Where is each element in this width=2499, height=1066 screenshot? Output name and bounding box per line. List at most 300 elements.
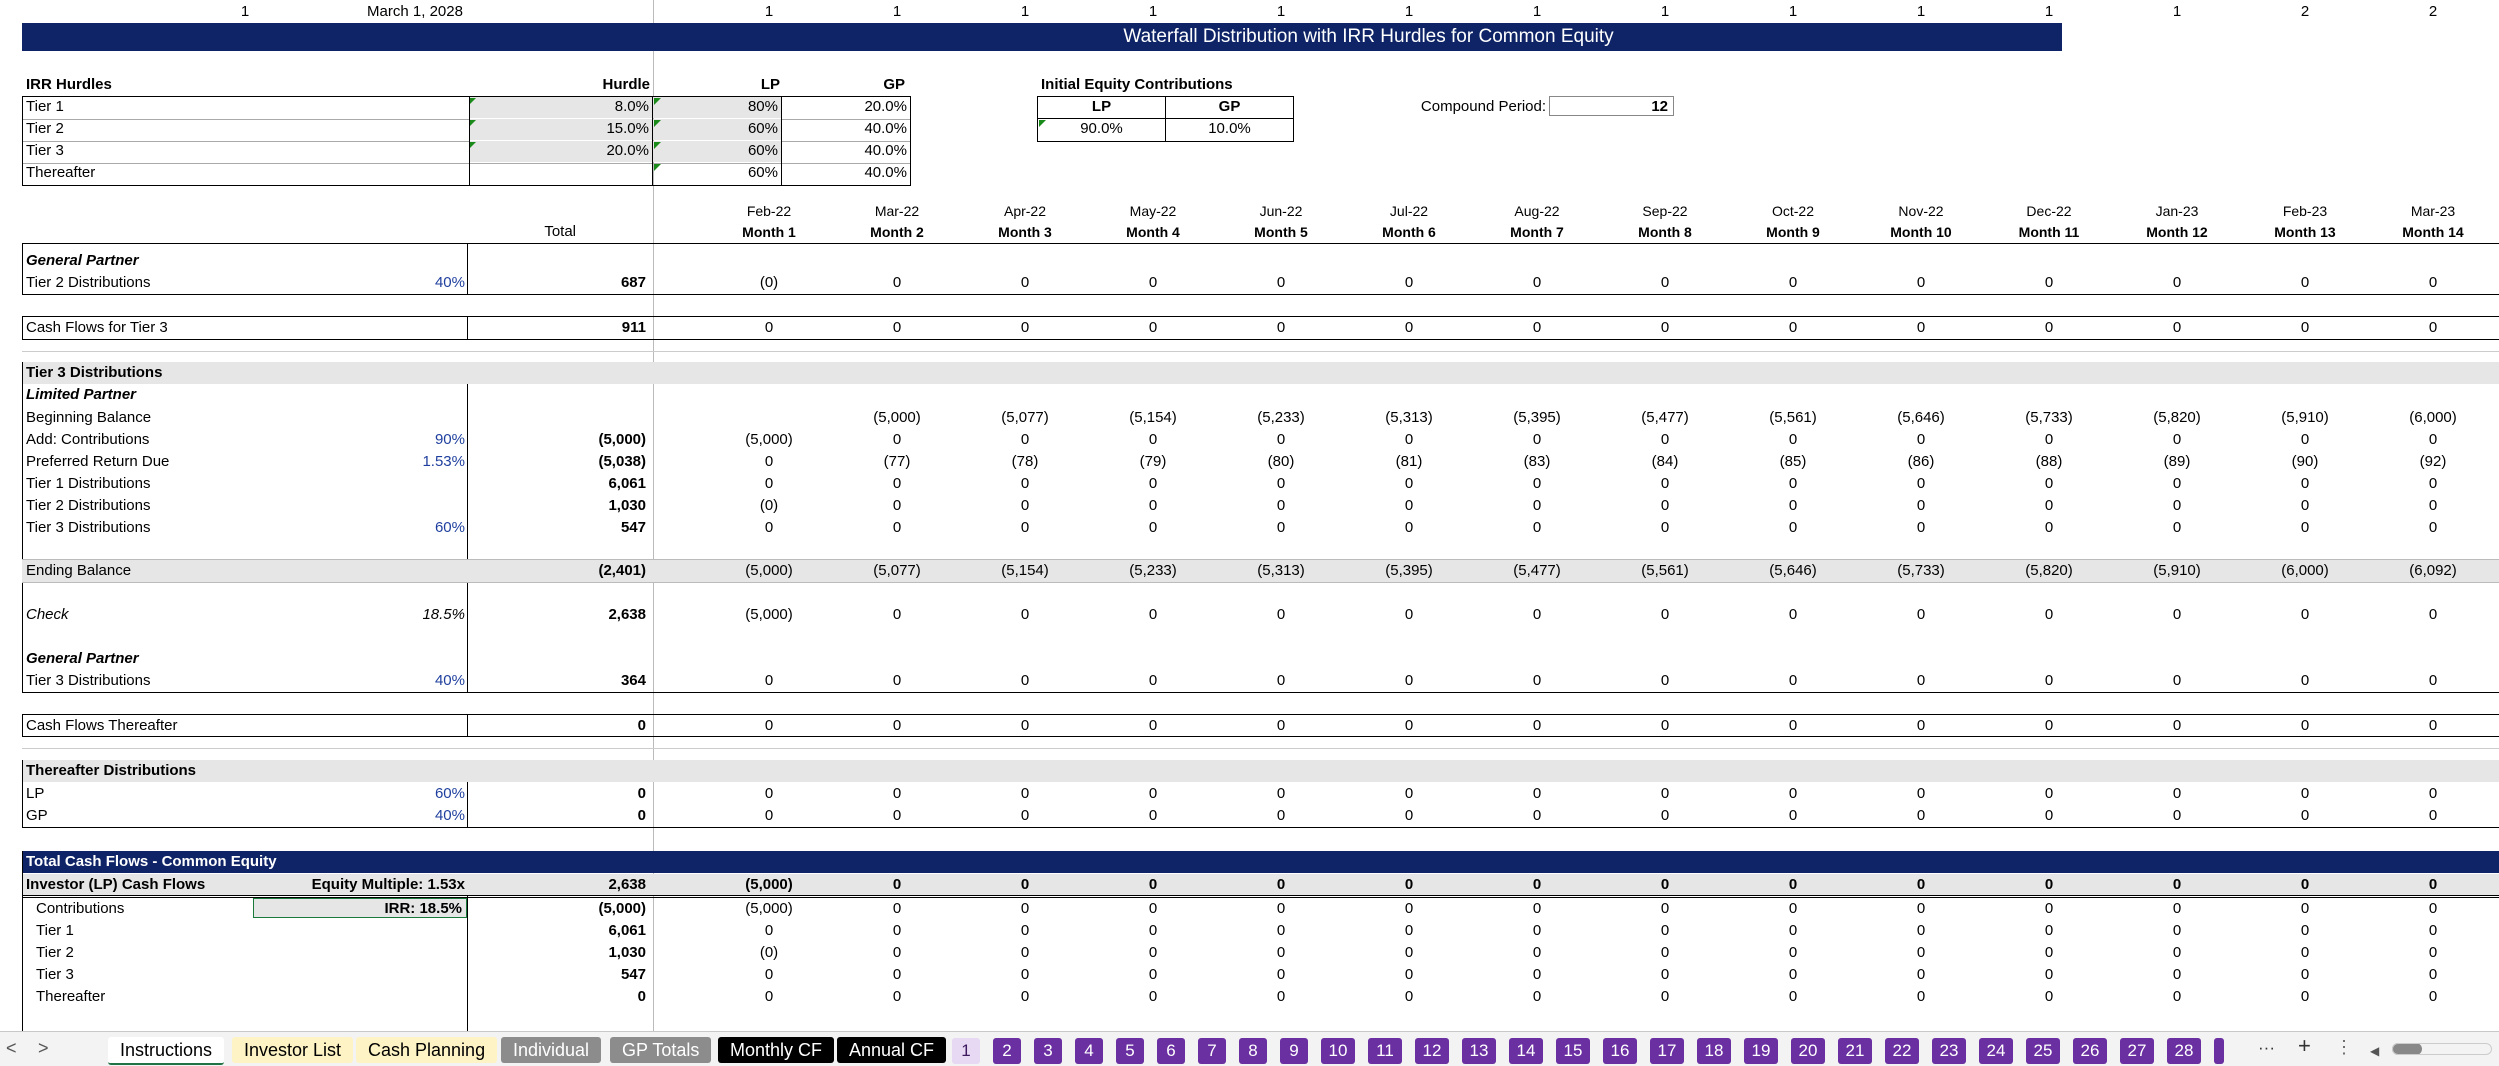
month-value[interactable]: 0 <box>1020 944 1030 961</box>
month-value[interactable]: (5,233) <box>1257 409 1305 426</box>
month-value[interactable]: (5,000) <box>873 409 921 426</box>
month-value[interactable]: 0 <box>1148 606 1158 623</box>
month-value[interactable]: 0 <box>892 475 902 492</box>
hurdle-lp-share[interactable]: 60% <box>653 141 781 162</box>
month-value[interactable]: (5,646) <box>1769 562 1817 579</box>
month-value[interactable]: 0 <box>2044 785 2054 802</box>
month-value[interactable]: 0 <box>1916 876 1926 893</box>
month-value[interactable]: 0 <box>1404 988 1414 1005</box>
month-value[interactable]: 0 <box>2428 319 2438 336</box>
month-value[interactable]: 0 <box>1532 966 1542 983</box>
month-value[interactable]: 0 <box>1020 672 1030 689</box>
month-value[interactable]: 0 <box>2172 497 2182 514</box>
month-value[interactable]: 0 <box>892 519 902 536</box>
month-value[interactable]: 0 <box>1020 922 1030 939</box>
month-value[interactable]: 0 <box>2300 606 2310 623</box>
month-value[interactable]: 0 <box>1916 785 1926 802</box>
month-value[interactable]: 0 <box>1916 431 1926 448</box>
month-value[interactable]: 0 <box>1788 988 1798 1005</box>
month-value[interactable]: 0 <box>2172 319 2182 336</box>
month-value[interactable]: 0 <box>892 944 902 961</box>
month-value[interactable]: 0 <box>1916 922 1926 939</box>
month-value[interactable]: 0 <box>1660 519 1670 536</box>
month-value[interactable]: 0 <box>1788 672 1798 689</box>
month-value[interactable]: (88) <box>2035 453 2063 470</box>
month-value[interactable]: 0 <box>2428 274 2438 291</box>
month-value[interactable]: 0 <box>2172 274 2182 291</box>
month-value[interactable]: 0 <box>1276 274 1286 291</box>
month-value[interactable]: (6,092) <box>2409 562 2457 579</box>
month-value[interactable]: 0 <box>1532 475 1542 492</box>
month-value[interactable]: 0 <box>2428 672 2438 689</box>
month-value[interactable]: 0 <box>1276 900 1286 917</box>
month-value[interactable]: (90) <box>2291 453 2319 470</box>
month-value[interactable]: 0 <box>892 876 902 893</box>
month-value[interactable]: 0 <box>1148 717 1158 734</box>
sheet-tab-number[interactable]: 1 <box>952 1038 980 1064</box>
month-value[interactable]: 0 <box>1020 785 1030 802</box>
month-value[interactable]: 0 <box>2044 606 2054 623</box>
month-value[interactable]: 0 <box>2300 717 2310 734</box>
month-value[interactable]: 0 <box>1660 717 1670 734</box>
month-value[interactable]: 0 <box>1660 672 1670 689</box>
month-value[interactable]: 0 <box>1404 519 1414 536</box>
month-value[interactable]: 0 <box>1404 497 1414 514</box>
sheet-tab-number[interactable]: 17 <box>1650 1038 1684 1064</box>
month-value[interactable]: 0 <box>1788 944 1798 961</box>
month-value[interactable]: 0 <box>2172 431 2182 448</box>
month-value[interactable]: (80) <box>1267 453 1295 470</box>
month-value[interactable]: 0 <box>2300 672 2310 689</box>
month-value[interactable]: 0 <box>1660 807 1670 824</box>
scroll-left-icon[interactable]: ◀ <box>2370 1044 2380 1058</box>
month-value[interactable]: 0 <box>1148 807 1158 824</box>
month-value[interactable]: (5,000) <box>745 431 793 448</box>
month-value[interactable]: 0 <box>1276 944 1286 961</box>
month-value[interactable]: 0 <box>1276 966 1286 983</box>
month-value[interactable]: (5,077) <box>873 562 921 579</box>
month-value[interactable]: 0 <box>1788 497 1798 514</box>
month-value[interactable]: 0 <box>1276 519 1286 536</box>
month-value[interactable]: 0 <box>2428 900 2438 917</box>
month-value[interactable]: 0 <box>2428 519 2438 536</box>
month-value[interactable]: 0 <box>2044 807 2054 824</box>
month-value[interactable]: 0 <box>2172 876 2182 893</box>
horizontal-scrollbar-track[interactable] <box>2392 1043 2492 1055</box>
sheet-tab-number[interactable]: 25 <box>2026 1038 2060 1064</box>
month-value[interactable]: 0 <box>764 966 774 983</box>
month-value[interactable]: 0 <box>1916 966 1926 983</box>
month-value[interactable]: 0 <box>2428 606 2438 623</box>
month-value[interactable]: 0 <box>2428 966 2438 983</box>
month-value[interactable]: 0 <box>2044 900 2054 917</box>
sheet-tab-number[interactable]: 23 <box>1932 1038 1966 1064</box>
month-value[interactable]: 0 <box>1916 497 1926 514</box>
month-value[interactable]: 0 <box>1916 319 1926 336</box>
month-value[interactable]: 0 <box>1788 900 1798 917</box>
sheet-tab-number[interactable]: 11 <box>1368 1038 1402 1064</box>
month-value[interactable]: 0 <box>1020 431 1030 448</box>
tab-next-icon[interactable]: > <box>38 1038 49 1058</box>
month-value[interactable]: 0 <box>2172 944 2182 961</box>
month-value[interactable]: (79) <box>1139 453 1167 470</box>
sheet-tab-number[interactable]: 16 <box>1603 1038 1637 1064</box>
month-value[interactable]: (5,313) <box>1257 562 1305 579</box>
month-value[interactable]: 0 <box>1916 717 1926 734</box>
sheet-tab-investor-list[interactable]: Investor List <box>232 1037 353 1063</box>
add-sheet-icon[interactable]: + <box>2298 1033 2311 1058</box>
month-value[interactable]: 0 <box>2428 431 2438 448</box>
month-value[interactable]: 0 <box>1404 900 1414 917</box>
month-value[interactable]: 0 <box>764 519 774 536</box>
month-value[interactable]: (5,077) <box>1001 409 1049 426</box>
sheet-tab-monthly-cf[interactable]: Monthly CF <box>718 1037 834 1063</box>
month-value[interactable]: 0 <box>2044 876 2054 893</box>
month-value[interactable]: 0 <box>1148 319 1158 336</box>
sheet-tab-annual-cf[interactable]: Annual CF <box>837 1037 946 1063</box>
month-value[interactable]: 0 <box>1020 274 1030 291</box>
month-value[interactable]: 0 <box>2300 900 2310 917</box>
sheet-tab-number[interactable]: 27 <box>2120 1038 2154 1064</box>
month-value[interactable]: 0 <box>892 319 902 336</box>
sheet-tab-number[interactable]: 15 <box>1556 1038 1590 1064</box>
month-value[interactable]: 0 <box>1404 944 1414 961</box>
month-value[interactable]: 0 <box>1660 900 1670 917</box>
sheet-tab-number[interactable]: 6 <box>1157 1038 1185 1064</box>
hurdle-lp-share[interactable]: 60% <box>653 119 781 140</box>
sheet-tab-number[interactable]: 12 <box>1415 1038 1449 1064</box>
month-value[interactable]: 0 <box>1660 922 1670 939</box>
month-value[interactable]: 0 <box>1020 717 1030 734</box>
month-value[interactable]: 0 <box>764 988 774 1005</box>
month-value[interactable]: 0 <box>1148 988 1158 1005</box>
month-value[interactable]: 0 <box>2428 717 2438 734</box>
month-value[interactable]: (5,154) <box>1001 562 1049 579</box>
month-value[interactable]: 0 <box>1532 876 1542 893</box>
month-value[interactable]: 0 <box>1276 785 1286 802</box>
sheet-tab-number[interactable]: 10 <box>1321 1038 1355 1064</box>
month-value[interactable]: 0 <box>2428 988 2438 1005</box>
month-value[interactable]: 0 <box>1788 876 1798 893</box>
month-value[interactable]: 0 <box>2428 944 2438 961</box>
month-value[interactable]: 0 <box>2044 966 2054 983</box>
month-value[interactable]: 0 <box>1788 519 1798 536</box>
month-value[interactable]: (5,646) <box>1897 409 1945 426</box>
sheet-tab-number[interactable]: 3 <box>1034 1038 1062 1064</box>
month-value[interactable]: 0 <box>764 922 774 939</box>
month-value[interactable]: (5,233) <box>1129 562 1177 579</box>
month-value[interactable]: 0 <box>892 922 902 939</box>
month-value[interactable]: 0 <box>1276 988 1286 1005</box>
sheet-tab-number[interactable]: 7 <box>1198 1038 1226 1064</box>
month-value[interactable]: 0 <box>1404 876 1414 893</box>
equity-lp-value[interactable]: 90.0% <box>1080 120 1123 137</box>
month-value[interactable]: 0 <box>2044 672 2054 689</box>
sheet-tab-number[interactable]: 13 <box>1462 1038 1496 1064</box>
sheet-tab-number[interactable]: 19 <box>1744 1038 1778 1064</box>
month-value[interactable]: 0 <box>2044 475 2054 492</box>
month-value[interactable]: 0 <box>1020 988 1030 1005</box>
month-value[interactable]: 0 <box>2300 519 2310 536</box>
month-value[interactable]: 0 <box>1404 431 1414 448</box>
month-value[interactable]: 0 <box>2428 876 2438 893</box>
month-value[interactable]: (84) <box>1651 453 1679 470</box>
month-value[interactable]: 0 <box>1660 497 1670 514</box>
month-value[interactable]: (5,910) <box>2281 409 2329 426</box>
month-value[interactable]: (5,561) <box>1641 562 1689 579</box>
month-value[interactable]: 0 <box>1148 785 1158 802</box>
month-value[interactable]: 0 <box>2172 807 2182 824</box>
month-value[interactable]: 0 <box>1276 807 1286 824</box>
month-value[interactable]: (5,154) <box>1129 409 1177 426</box>
month-value[interactable]: 0 <box>1148 922 1158 939</box>
month-value[interactable]: 0 <box>1020 475 1030 492</box>
month-value[interactable]: 0 <box>1276 922 1286 939</box>
month-value[interactable]: 0 <box>1276 431 1286 448</box>
month-value[interactable]: 0 <box>2300 475 2310 492</box>
month-value[interactable]: 0 <box>2172 475 2182 492</box>
month-value[interactable]: 0 <box>2044 431 2054 448</box>
sheet-tab-number[interactable]: 4 <box>1075 1038 1103 1064</box>
month-value[interactable]: (5,820) <box>2153 409 2201 426</box>
sheet-tab-number[interactable]: 26 <box>2073 1038 2107 1064</box>
month-value[interactable]: 0 <box>892 606 902 623</box>
month-value[interactable]: 0 <box>1532 431 1542 448</box>
month-value[interactable]: (5,000) <box>745 900 793 917</box>
month-value[interactable]: 0 <box>1660 988 1670 1005</box>
more-tabs-icon[interactable]: ··· <box>2258 1038 2275 1057</box>
month-value[interactable]: 0 <box>892 274 902 291</box>
month-value[interactable]: 0 <box>1404 274 1414 291</box>
month-value[interactable]: 0 <box>2300 807 2310 824</box>
month-value[interactable]: 0 <box>1916 519 1926 536</box>
sheet-tab-number[interactable]: 21 <box>1838 1038 1872 1064</box>
month-value[interactable]: 0 <box>892 966 902 983</box>
month-value[interactable]: 0 <box>1788 606 1798 623</box>
month-value[interactable]: 0 <box>892 717 902 734</box>
month-value[interactable]: 0 <box>1020 319 1030 336</box>
hurdle-rate-input[interactable] <box>469 163 652 184</box>
month-value[interactable]: 0 <box>1532 274 1542 291</box>
month-value[interactable]: (5,000) <box>745 606 793 623</box>
month-value[interactable]: 0 <box>2300 966 2310 983</box>
month-value[interactable]: (5,000) <box>745 876 793 893</box>
month-value[interactable]: 0 <box>2300 431 2310 448</box>
sheet-tab-number[interactable]: 20 <box>1791 1038 1825 1064</box>
month-value[interactable]: (77) <box>883 453 911 470</box>
month-value[interactable]: 0 <box>1532 717 1542 734</box>
month-value[interactable]: 0 <box>1916 606 1926 623</box>
month-value[interactable]: 0 <box>1532 672 1542 689</box>
sheet-tab-number[interactable]: 14 <box>1509 1038 1543 1064</box>
month-value[interactable]: 0 <box>1532 785 1542 802</box>
month-value[interactable]: 0 <box>1020 519 1030 536</box>
month-value[interactable]: 0 <box>1660 876 1670 893</box>
month-value[interactable]: 0 <box>2300 988 2310 1005</box>
month-value[interactable]: 0 <box>1148 274 1158 291</box>
month-value[interactable]: 0 <box>1660 319 1670 336</box>
month-value[interactable]: 0 <box>764 475 774 492</box>
month-value[interactable]: (0) <box>759 944 779 961</box>
compound-input[interactable]: 12 <box>1549 96 1674 116</box>
month-value[interactable]: 0 <box>1916 274 1926 291</box>
month-value[interactable]: 0 <box>764 319 774 336</box>
month-value[interactable]: 0 <box>2044 497 2054 514</box>
month-value[interactable]: 0 <box>1532 900 1542 917</box>
sheet-tab-number[interactable]: 22 <box>1885 1038 1919 1064</box>
month-value[interactable]: 0 <box>764 785 774 802</box>
month-value[interactable]: (6,000) <box>2281 562 2329 579</box>
month-value[interactable]: 0 <box>1788 319 1798 336</box>
month-value[interactable]: (0) <box>759 274 779 291</box>
month-value[interactable]: 0 <box>764 672 774 689</box>
month-value[interactable]: 0 <box>1148 431 1158 448</box>
month-value[interactable]: 0 <box>2428 807 2438 824</box>
month-value[interactable]: 0 <box>892 988 902 1005</box>
sheet-tab-number[interactable]: 28 <box>2167 1038 2201 1064</box>
hurdle-rate-input[interactable]: 20.0% <box>469 141 652 162</box>
month-value[interactable]: 0 <box>2172 717 2182 734</box>
month-value[interactable]: 0 <box>2172 988 2182 1005</box>
month-value[interactable]: 0 <box>1660 475 1670 492</box>
month-value[interactable]: (5,733) <box>1897 562 1945 579</box>
month-value[interactable]: 0 <box>1916 475 1926 492</box>
month-value[interactable]: 0 <box>1532 319 1542 336</box>
month-value[interactable]: 0 <box>1660 431 1670 448</box>
month-value[interactable]: 0 <box>2172 785 2182 802</box>
month-value[interactable]: 0 <box>1276 319 1286 336</box>
month-value[interactable]: (86) <box>1907 453 1935 470</box>
month-value[interactable]: 0 <box>764 717 774 734</box>
month-value[interactable]: (92) <box>2419 453 2447 470</box>
month-value[interactable]: 0 <box>2044 319 2054 336</box>
month-value[interactable]: 0 <box>2428 785 2438 802</box>
month-value[interactable]: 0 <box>2300 785 2310 802</box>
month-value[interactable]: (5,910) <box>2153 562 2201 579</box>
month-value[interactable]: 0 <box>2044 922 2054 939</box>
month-value[interactable]: 0 <box>1404 475 1414 492</box>
month-value[interactable]: 0 <box>1916 944 1926 961</box>
month-value[interactable]: 0 <box>2428 497 2438 514</box>
month-value[interactable]: (5,733) <box>2025 409 2073 426</box>
month-value[interactable]: 0 <box>1660 966 1670 983</box>
month-value[interactable]: 0 <box>892 785 902 802</box>
month-value[interactable]: (83) <box>1523 453 1551 470</box>
month-value[interactable]: 0 <box>1916 807 1926 824</box>
sheet-tab-partial[interactable] <box>2214 1038 2224 1064</box>
month-value[interactable]: 0 <box>1020 876 1030 893</box>
month-value[interactable]: (0) <box>759 497 779 514</box>
month-value[interactable]: (5,313) <box>1385 409 1433 426</box>
month-value[interactable]: 0 <box>1404 922 1414 939</box>
month-value[interactable]: 0 <box>1404 807 1414 824</box>
month-value[interactable]: 0 <box>1404 966 1414 983</box>
month-value[interactable]: 0 <box>2044 988 2054 1005</box>
month-value[interactable]: 0 <box>2300 497 2310 514</box>
month-value[interactable]: 0 <box>2428 475 2438 492</box>
month-value[interactable]: 0 <box>2300 319 2310 336</box>
sheet-tab-number[interactable]: 9 <box>1280 1038 1308 1064</box>
month-value[interactable]: 0 <box>1660 274 1670 291</box>
month-value[interactable]: 0 <box>1276 475 1286 492</box>
month-value[interactable]: 0 <box>2172 966 2182 983</box>
month-value[interactable]: 0 <box>1532 944 1542 961</box>
month-value[interactable]: 0 <box>2044 519 2054 536</box>
month-value[interactable]: 0 <box>1532 807 1542 824</box>
sheet-tab-number[interactable]: 2 <box>993 1038 1021 1064</box>
sheet-tab-instructions[interactable]: Instructions <box>108 1037 224 1065</box>
month-value[interactable]: (5,820) <box>2025 562 2073 579</box>
sheet-tab-number[interactable]: 24 <box>1979 1038 2013 1064</box>
month-value[interactable]: 0 <box>1404 785 1414 802</box>
month-value[interactable]: 0 <box>892 431 902 448</box>
month-value[interactable]: 0 <box>2172 922 2182 939</box>
month-value[interactable]: 0 <box>892 672 902 689</box>
month-value[interactable]: 0 <box>2428 922 2438 939</box>
month-value[interactable]: 0 <box>1788 785 1798 802</box>
month-value[interactable]: (78) <box>1011 453 1039 470</box>
hurdle-lp-share[interactable]: 60% <box>747 164 778 181</box>
month-value[interactable]: 0 <box>2172 672 2182 689</box>
month-value[interactable]: 0 <box>1916 988 1926 1005</box>
month-value[interactable]: 0 <box>2172 606 2182 623</box>
month-value[interactable]: 0 <box>2172 900 2182 917</box>
month-value[interactable]: 0 <box>764 453 774 470</box>
month-value[interactable]: (5,477) <box>1641 409 1689 426</box>
month-value[interactable]: 0 <box>1788 431 1798 448</box>
month-value[interactable]: 0 <box>892 900 902 917</box>
month-value[interactable]: 0 <box>1404 717 1414 734</box>
hurdle-lp-share[interactable]: 80% <box>653 97 781 118</box>
month-value[interactable]: 0 <box>1788 475 1798 492</box>
month-value[interactable]: 0 <box>1148 966 1158 983</box>
month-value[interactable]: 0 <box>1788 966 1798 983</box>
month-value[interactable]: 0 <box>1404 672 1414 689</box>
irr-cell[interactable]: IRR: 18.5% <box>253 898 467 918</box>
month-value[interactable]: 0 <box>1660 785 1670 802</box>
month-value[interactable]: (5,000) <box>745 562 793 579</box>
sheet-tab-number[interactable]: 5 <box>1116 1038 1144 1064</box>
month-value[interactable]: 0 <box>1916 900 1926 917</box>
month-value[interactable]: (5,561) <box>1769 409 1817 426</box>
month-value[interactable]: 0 <box>1148 672 1158 689</box>
hurdle-rate-input[interactable]: 8.0% <box>469 97 652 118</box>
sheet-menu-icon[interactable]: ⋮ <box>2335 1037 2353 1057</box>
month-value[interactable]: (81) <box>1395 453 1423 470</box>
sheet-tab-gp-totals[interactable]: GP Totals <box>610 1037 711 1063</box>
month-value[interactable]: 0 <box>1276 497 1286 514</box>
month-value[interactable]: 0 <box>1532 519 1542 536</box>
month-value[interactable]: 0 <box>1788 717 1798 734</box>
month-value[interactable]: 0 <box>1788 922 1798 939</box>
month-value[interactable]: 0 <box>1788 274 1798 291</box>
month-value[interactable]: 0 <box>1532 497 1542 514</box>
month-value[interactable]: 0 <box>1532 922 1542 939</box>
month-value[interactable]: 0 <box>1404 319 1414 336</box>
month-value[interactable]: 0 <box>1148 475 1158 492</box>
month-value[interactable]: 0 <box>1276 672 1286 689</box>
month-value[interactable]: 0 <box>1276 717 1286 734</box>
month-value[interactable]: (5,395) <box>1385 562 1433 579</box>
month-value[interactable]: 0 <box>1020 497 1030 514</box>
month-value[interactable]: 0 <box>2300 274 2310 291</box>
month-value[interactable]: 0 <box>2172 519 2182 536</box>
month-value[interactable]: 0 <box>1020 606 1030 623</box>
month-value[interactable]: 0 <box>1276 606 1286 623</box>
month-value[interactable]: 0 <box>892 807 902 824</box>
month-value[interactable]: (5,395) <box>1513 409 1561 426</box>
month-value[interactable]: (85) <box>1779 453 1807 470</box>
